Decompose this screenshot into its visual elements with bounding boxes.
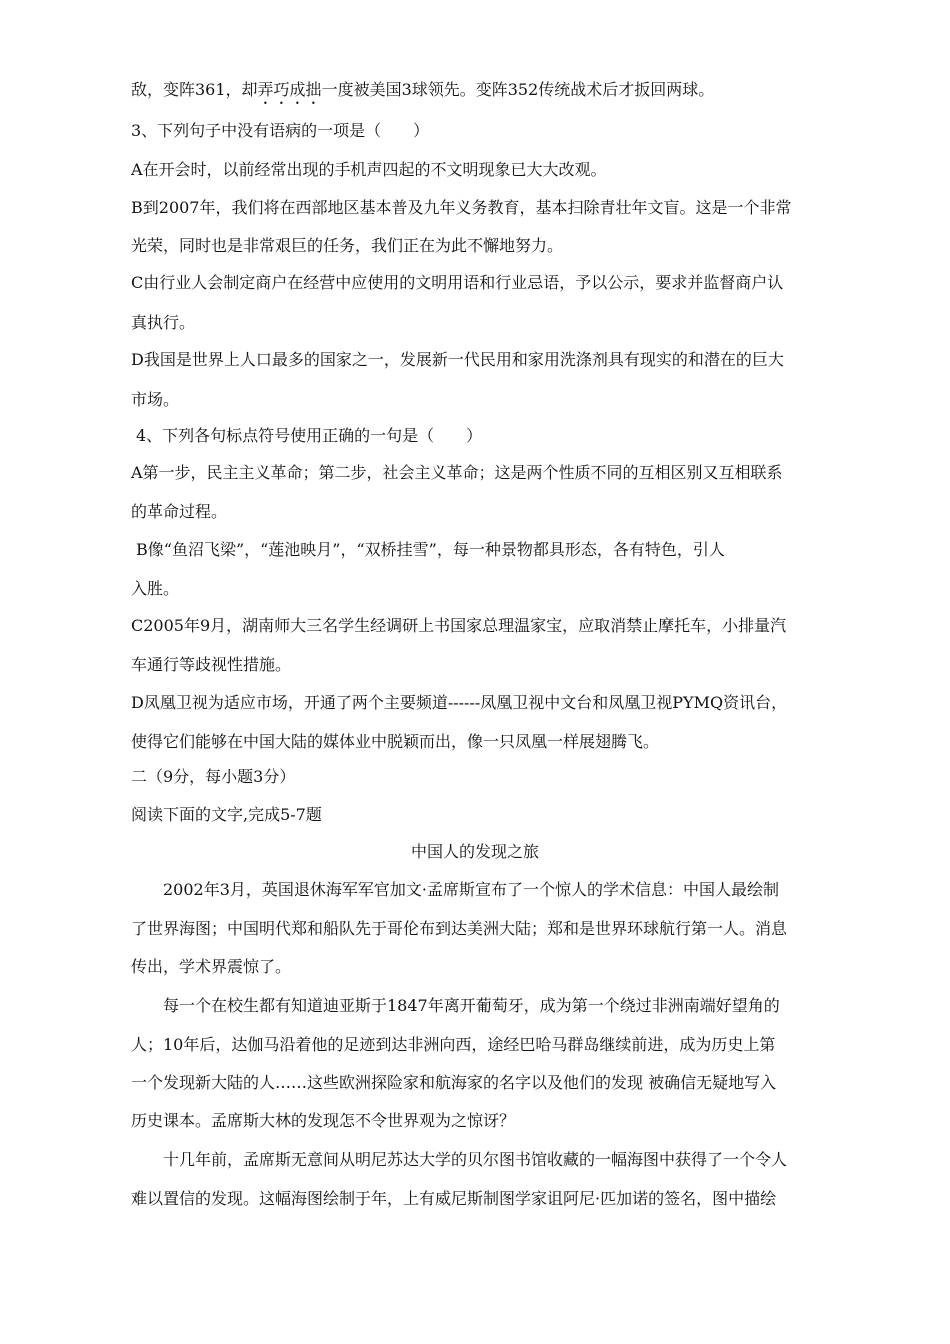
- section-heading: 二（9分，每小题3分）: [131, 767, 296, 786]
- option-b: B像“鱼沼飞梁”，“莲池映月”，“双桥挂雪”，每一种景物都具形态，各有特色，引人: [136, 540, 725, 559]
- paragraph-line: 难以置信的发现。这幅海图绘制于年，上有威尼斯制图学家诅阿尼·匹加诺的签名，图中描绘: [131, 1189, 777, 1208]
- option-a-cont: 的革命过程。: [131, 502, 228, 521]
- paragraph-line: 历史课本。孟席斯大林的发现怎不令世界观为之惊讶？: [131, 1111, 516, 1130]
- question-3: 3、下列句子中没有语病的一项是（ ）: [131, 121, 430, 140]
- option-c: C由行业人会制定商户在经营中应使用的文明用语和行业忌语，予以公示，要求并监督商户认: [131, 273, 784, 292]
- text-line: 敌，变阵361，却弄巧成拙一度被美国3球领先。变阵352传统战术后才扳回两球。: [131, 80, 715, 99]
- option-b-cont: 光荣，同时也是非常艰巨的任务，我们正在为此不懈地努力。: [131, 236, 564, 255]
- option-d-cont: 使得它们能够在中国大陆的媒体业中脱颖而出，像一只凤凰一样展翅腾飞。: [131, 732, 660, 751]
- article-title: 中国人的发现之旅: [410, 842, 539, 861]
- question-4: 4、下列各句标点符号使用正确的一句是（ ）: [136, 426, 483, 445]
- paragraph-line: 传出，学术界震惊了。: [131, 957, 292, 976]
- reading-instruction: 阅读下面的文字,完成5-7题: [131, 805, 322, 824]
- option-c-cont: 车通行等歧视性措施。: [131, 655, 292, 674]
- paragraph-line: 人；10年后，达伽马沿着他的足迹到达非洲向西，途经巴哈马群岛继续前进，成为历史上第: [131, 1035, 776, 1054]
- option-d: D我国是世界上人口最多的国家之一，发展新一代民用和家用洗涤剂具有现实的和潜在的巨大: [131, 350, 784, 369]
- option-d: D凤凰卫视为适应市场，开通了两个主要频道------凤凰卫视中文台和凤凰卫视PYMQ资讯台，: [131, 693, 788, 712]
- paragraph-line: 了世界海图；中国明代郑和船队先于哥伦布到达美洲大陆；郑和是世界环球航行第一人。消息: [131, 919, 788, 938]
- emphasized-phrase: 弄巧成拙: [257, 80, 322, 99]
- paragraph-line: 每一个在校生都有知道迪亚斯于1847年离开葡萄牙，成为第一个绕过非洲南端好望角的: [163, 996, 780, 1015]
- option-c-cont: 真执行。: [131, 313, 196, 332]
- option-b-cont: 入胜。: [131, 579, 180, 598]
- option-a: A第一步，民主主义革命；第二步，社会主义革命；这是两个性质不同的互相区别又互相联系: [131, 463, 783, 482]
- option-d-cont: 市场。: [131, 390, 180, 409]
- option-c: C2005年9月，湖南师大三名学生经调研上书国家总理温家宝，应取消禁止摩托车，小排量汽: [131, 616, 787, 635]
- paragraph-line: 十几年前，孟席斯无意间从明尼苏达大学的贝尔图书馆收藏的一幅海图中获得了一个令人: [163, 1150, 788, 1169]
- option-b: B到2007年，我们将在西部地区基本普及九年义务教育，基本扫除青壮年文盲。这是一个非常: [131, 198, 792, 217]
- paragraph-line: 一个发现新大陆的人……这些欧洲探险家和航海家的名字以及他们的发现 被确信无疑地写入: [131, 1073, 777, 1092]
- paragraph-line: 2002年3月，英国退休海军军官加文·孟席斯宣布了一个惊人的学术信息：中国人最绘制: [163, 880, 779, 899]
- option-a: A在开会时，以前经常出现的手机声四起的不文明现象已大大改观。: [131, 160, 607, 179]
